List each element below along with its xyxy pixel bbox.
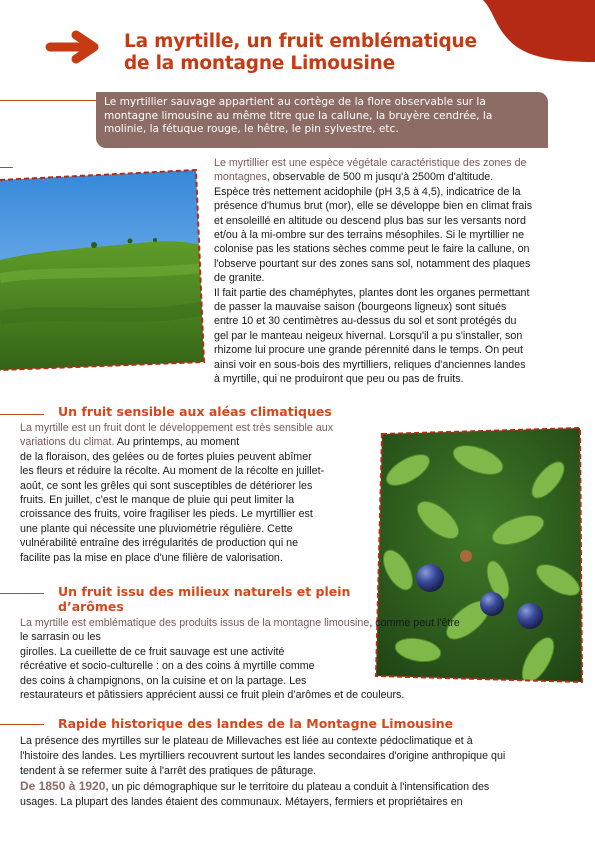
section3-heading-line: Un fruit issu des milieux naturels et plein xyxy=(58,584,351,599)
section3-text xyxy=(20,616,460,702)
section2-line: Au printemps, au moment xyxy=(114,436,240,449)
section1-line: gel par le manteau neigeux hivernal. Lorsqu'il a pu s'installer, son xyxy=(214,329,523,342)
section4-text xyxy=(20,734,585,810)
section1-line: de granite. xyxy=(214,272,265,285)
intro-line: molinie, la fétuque rouge, le hêtre, le pin sylvestre, etc. xyxy=(104,123,399,136)
section3-lead: La myrtille est emblématique des produits issus de la montagne limousine xyxy=(20,617,370,629)
section1-line: présence d'humus brut (mor), elle se développe bien en climat frais xyxy=(214,200,533,213)
section1-line: et ensoleillé en altitude ou descend plus bas sur les versants nord xyxy=(214,214,526,227)
section1-line: l'observe pourtant sur des zones sans sol, notamment des plaques xyxy=(214,257,531,270)
section3-line: récréative et socio-culturelle : on a des coins à myrtille comme xyxy=(20,660,315,673)
section4-line: La présence des myrtilles sur le plateau de Millevaches est liée au contexte pédoclimatique et à xyxy=(20,735,473,747)
corner-decoration xyxy=(465,0,595,62)
meadow-photo xyxy=(0,158,212,386)
section1-line: de passer la mauvaise saison (bourgeons ligneux) sont situés xyxy=(214,301,507,314)
section2-lead: La myrtille est un fruit dont le développement est très sensible aux variations du climat. xyxy=(20,422,334,449)
intro-line: Le myrtillier sauvage appartient au cortège de la flore observable sur la xyxy=(104,96,486,108)
arrow-right-icon xyxy=(44,30,106,64)
section2-line: vulnérabilité entraîne des irrégularités de production qui ne xyxy=(20,537,299,550)
section4-line: tendent à se refermer suite à l'arrêt des pratiques de pâturage. xyxy=(20,765,317,777)
section1-line: et/ou à la mi-ombre sur des terrains mésophiles. Si le myrtillier ne xyxy=(214,229,525,242)
intro-rule xyxy=(0,100,97,101)
section2-line: fruits. En juillet, c'est le manque de pluie qui peut limiter la xyxy=(20,494,295,507)
section2-line: une plante qui nécessite une pluviométrie régulière. Cette xyxy=(20,522,293,535)
section4-heading: Rapide historique des landes de la Montagne Limousine xyxy=(58,716,454,731)
section1-lead: Le myrtillier est une espèce végétale caractéristique des zones de montagnes xyxy=(214,157,527,184)
section1-line: colonise pas les stations sèches comme peut le faire la callune, on xyxy=(214,243,530,256)
section2-line: de la floraison, des gelées ou de fortes pluies peuvent abîmer xyxy=(20,450,312,463)
section2-text xyxy=(20,421,368,565)
section1-line: entre 10 et 30 centimètres au-dessus du sol et sont protégés du xyxy=(214,315,517,328)
section1-line: à myrtille, qui ne produiront que peu ou pas de fruits. xyxy=(214,373,464,386)
title-line: de la montagne Limousine xyxy=(124,53,395,74)
section1-line: , observable de 500 m jusqu'à 2500m d'altitude. xyxy=(266,171,494,184)
intro-line: montagne limousine au même titre que la callune, la bruyère cendrée, la xyxy=(104,109,493,122)
page-title xyxy=(124,31,477,75)
section2-line: croissance des fruits, voire fragiliser les pieds. Le myrtillier est xyxy=(20,508,313,521)
section3-heading-line: d’arômes xyxy=(58,599,124,614)
section4-date: De 1850 à 1920, xyxy=(20,779,109,793)
section3-line: des coins à champignons, on la cuisine et on la partage. Les xyxy=(20,674,307,687)
section3-heading xyxy=(58,584,350,614)
intro-box xyxy=(96,92,548,148)
section2-heading: Un fruit sensible aux aléas climatiques xyxy=(58,404,332,419)
section3-line: girolles. La cueillette de ce fruit sauvage est une activité xyxy=(20,645,285,658)
title-line: La myrtille, un fruit emblématique xyxy=(124,31,477,52)
section2-rule xyxy=(0,414,44,415)
section4-line: l'histoire des landes. Les myrtilliers recouvrent surtout les landes secondaires d'origine anthropique qui xyxy=(20,750,506,762)
section3-rule xyxy=(0,593,44,594)
section4-line: usages. La plupart des landes étaient des communaux. Métayers, fermiers et propriétaires en xyxy=(20,796,463,808)
section2-line: les fleurs et réduire la récolte. Au moment de la récolte en juillet- xyxy=(20,465,325,478)
section1-line: Espèce très nettement acidophile (pH 3,5 à 4,5), indicatrice de la xyxy=(214,185,521,198)
section4-rule xyxy=(0,724,44,725)
section2-line: facilite pas la mise en place d'une filière de valorisation. xyxy=(20,551,283,564)
section2-line: août, ce sont les grêles qui sont susceptibles de détériorer les xyxy=(20,479,313,492)
section1-rule xyxy=(0,167,13,168)
section1-line: Il fait partie des chaméphytes, plantes dont les organes permettant xyxy=(214,286,530,299)
section3-line: , comme peut l'être le sarrasin ou les xyxy=(20,617,460,644)
section1-text xyxy=(214,156,574,387)
section1-line: rhizome lui procure une grande pérennité dans le temps. On peut xyxy=(214,344,523,357)
section3-line: restaurateurs et pâtissiers apprécient aussi ce fruit plein d’arômes et de couleurs. xyxy=(20,689,405,702)
section1-line: ainsi voir en sous-bois des myrtilliers, reliques d'anciennes landes xyxy=(214,358,526,371)
section4-date-text: un pic démographique sur le territoire du plateau a conduit à l'intensification des xyxy=(108,781,490,793)
